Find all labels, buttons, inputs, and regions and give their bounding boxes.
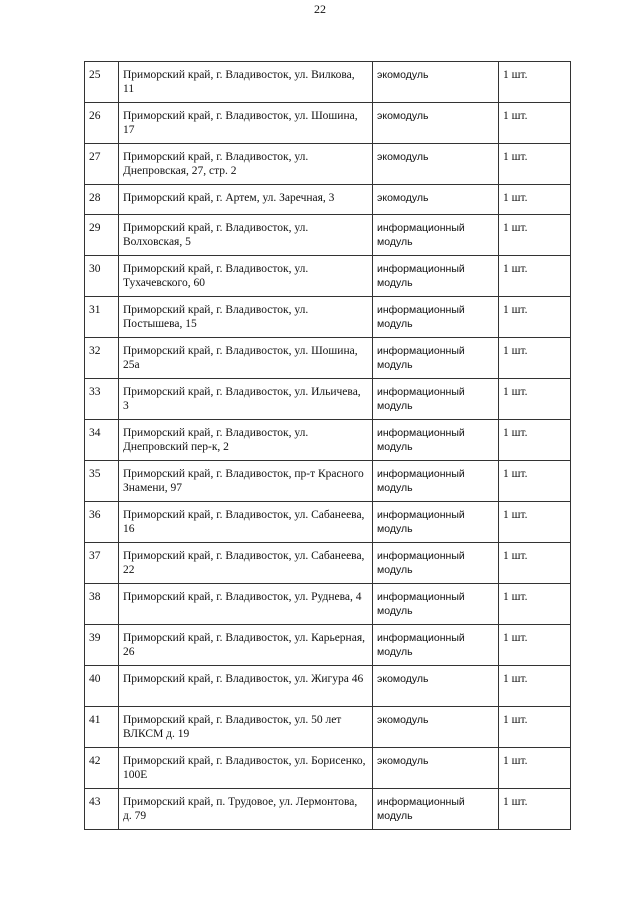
table-row — [85, 584, 571, 625]
row-number-cell: 37 — [85, 543, 119, 584]
table-body — [85, 62, 571, 830]
module-type-cell: информационный модуль — [373, 379, 499, 420]
row-number-cell: 39 — [85, 625, 119, 666]
quantity-cell: 1 шт. — [499, 297, 571, 338]
quantity-cell: 1 шт. — [499, 461, 571, 502]
objects-table — [84, 61, 571, 830]
address-cell: Приморский край, г. Владивосток, ул. Шошина, 25а — [119, 338, 373, 379]
address-cell: Приморский край, г. Владивосток, ул. 50 лет ВЛКСМ д. 19 — [119, 707, 373, 748]
module-type-cell: экомодуль — [373, 666, 499, 707]
module-type-cell: информационный модуль — [373, 338, 499, 379]
address-cell: Приморский край, г. Владивосток, пр-т Красного Знамени, 97 — [119, 461, 373, 502]
quantity-cell: 1 шт. — [499, 103, 571, 144]
table-row — [85, 185, 571, 215]
module-type-cell: информационный модуль — [373, 789, 499, 830]
address-cell: Приморский край, г. Владивосток, ул. Борисенко, 100Е — [119, 748, 373, 789]
module-type-cell: экомодуль — [373, 748, 499, 789]
address-cell: Приморский край, г. Владивосток, ул. Сабанеева, 22 — [119, 543, 373, 584]
address-cell: Приморский край, г. Владивосток, ул. Ильичева, 3 — [119, 379, 373, 420]
quantity-cell: 1 шт. — [499, 707, 571, 748]
row-number-cell: 38 — [85, 584, 119, 625]
row-number-cell: 43 — [85, 789, 119, 830]
table-row — [85, 461, 571, 502]
address-cell: Приморский край, г. Артем, ул. Заречная, 3 — [119, 185, 373, 215]
row-number-cell: 31 — [85, 297, 119, 338]
row-number-cell: 41 — [85, 707, 119, 748]
table-row — [85, 748, 571, 789]
module-type-cell: информационный модуль — [373, 461, 499, 502]
address-cell: Приморский край, г. Владивосток, ул. Сабанеева, 16 — [119, 502, 373, 543]
row-number-cell: 30 — [85, 256, 119, 297]
quantity-cell: 1 шт. — [499, 62, 571, 103]
row-number-cell: 34 — [85, 420, 119, 461]
module-type-cell: информационный модуль — [373, 420, 499, 461]
address-cell: Приморский край, г. Владивосток, ул. Тухачевского, 60 — [119, 256, 373, 297]
module-type-cell: экомодуль — [373, 62, 499, 103]
address-cell: Приморский край, г. Владивосток, ул. Днепровский пер-к, 2 — [119, 420, 373, 461]
module-type-cell: экомодуль — [373, 707, 499, 748]
quantity-cell: 1 шт. — [499, 748, 571, 789]
row-number-cell: 27 — [85, 144, 119, 185]
table-row — [85, 338, 571, 379]
address-cell: Приморский край, г. Владивосток, ул. Карьерная, 26 — [119, 625, 373, 666]
table-row — [85, 502, 571, 543]
row-number-cell: 29 — [85, 215, 119, 256]
table-row — [85, 379, 571, 420]
row-number-cell: 28 — [85, 185, 119, 215]
module-type-cell: информационный модуль — [373, 502, 499, 543]
address-cell: Приморский край, г. Владивосток, ул. Жигура 46 — [119, 666, 373, 707]
row-number-cell: 32 — [85, 338, 119, 379]
quantity-cell: 1 шт. — [499, 420, 571, 461]
quantity-cell: 1 шт. — [499, 256, 571, 297]
quantity-cell: 1 шт. — [499, 379, 571, 420]
module-type-cell: экомодуль — [373, 103, 499, 144]
address-cell: Приморский край, г. Владивосток, ул. Шошина, 17 — [119, 103, 373, 144]
quantity-cell: 1 шт. — [499, 215, 571, 256]
table-row — [85, 103, 571, 144]
module-type-cell: информационный модуль — [373, 256, 499, 297]
module-type-cell: информационный модуль — [373, 543, 499, 584]
table-row — [85, 215, 571, 256]
table-row — [85, 256, 571, 297]
table-row — [85, 543, 571, 584]
row-number-cell: 42 — [85, 748, 119, 789]
module-type-cell: информационный модуль — [373, 297, 499, 338]
quantity-cell: 1 шт. — [499, 185, 571, 215]
address-cell: Приморский край, г. Владивосток, ул. Вилкова, 11 — [119, 62, 373, 103]
module-type-cell: экомодуль — [373, 144, 499, 185]
quantity-cell: 1 шт. — [499, 543, 571, 584]
quantity-cell: 1 шт. — [499, 502, 571, 543]
address-cell: Приморский край, п. Трудовое, ул. Лермонтова, д. 79 — [119, 789, 373, 830]
table-row — [85, 144, 571, 185]
table-row — [85, 62, 571, 103]
row-number-cell: 40 — [85, 666, 119, 707]
table-row — [85, 666, 571, 707]
address-cell: Приморский край, г. Владивосток, ул. Постышева, 15 — [119, 297, 373, 338]
module-type-cell: информационный модуль — [373, 215, 499, 256]
module-type-cell: информационный модуль — [373, 625, 499, 666]
row-number-cell: 35 — [85, 461, 119, 502]
address-cell: Приморский край, г. Владивосток, ул. Руднева, 4 — [119, 584, 373, 625]
module-type-cell: информационный модуль — [373, 584, 499, 625]
row-number-cell: 26 — [85, 103, 119, 144]
quantity-cell: 1 шт. — [499, 338, 571, 379]
table-row — [85, 625, 571, 666]
module-type-cell: экомодуль — [373, 185, 499, 215]
row-number-cell: 36 — [85, 502, 119, 543]
quantity-cell: 1 шт. — [499, 144, 571, 185]
table-row — [85, 420, 571, 461]
quantity-cell: 1 шт. — [499, 666, 571, 707]
table-row — [85, 789, 571, 830]
row-number-cell: 33 — [85, 379, 119, 420]
page-number: 22 — [314, 2, 326, 16]
table-row — [85, 707, 571, 748]
address-cell: Приморский край, г. Владивосток, ул. Волховская, 5 — [119, 215, 373, 256]
quantity-cell: 1 шт. — [499, 625, 571, 666]
quantity-cell: 1 шт. — [499, 789, 571, 830]
address-cell: Приморский край, г. Владивосток, ул. Днепровская, 27, стр. 2 — [119, 144, 373, 185]
row-number-cell: 25 — [85, 62, 119, 103]
quantity-cell: 1 шт. — [499, 584, 571, 625]
table-row — [85, 297, 571, 338]
